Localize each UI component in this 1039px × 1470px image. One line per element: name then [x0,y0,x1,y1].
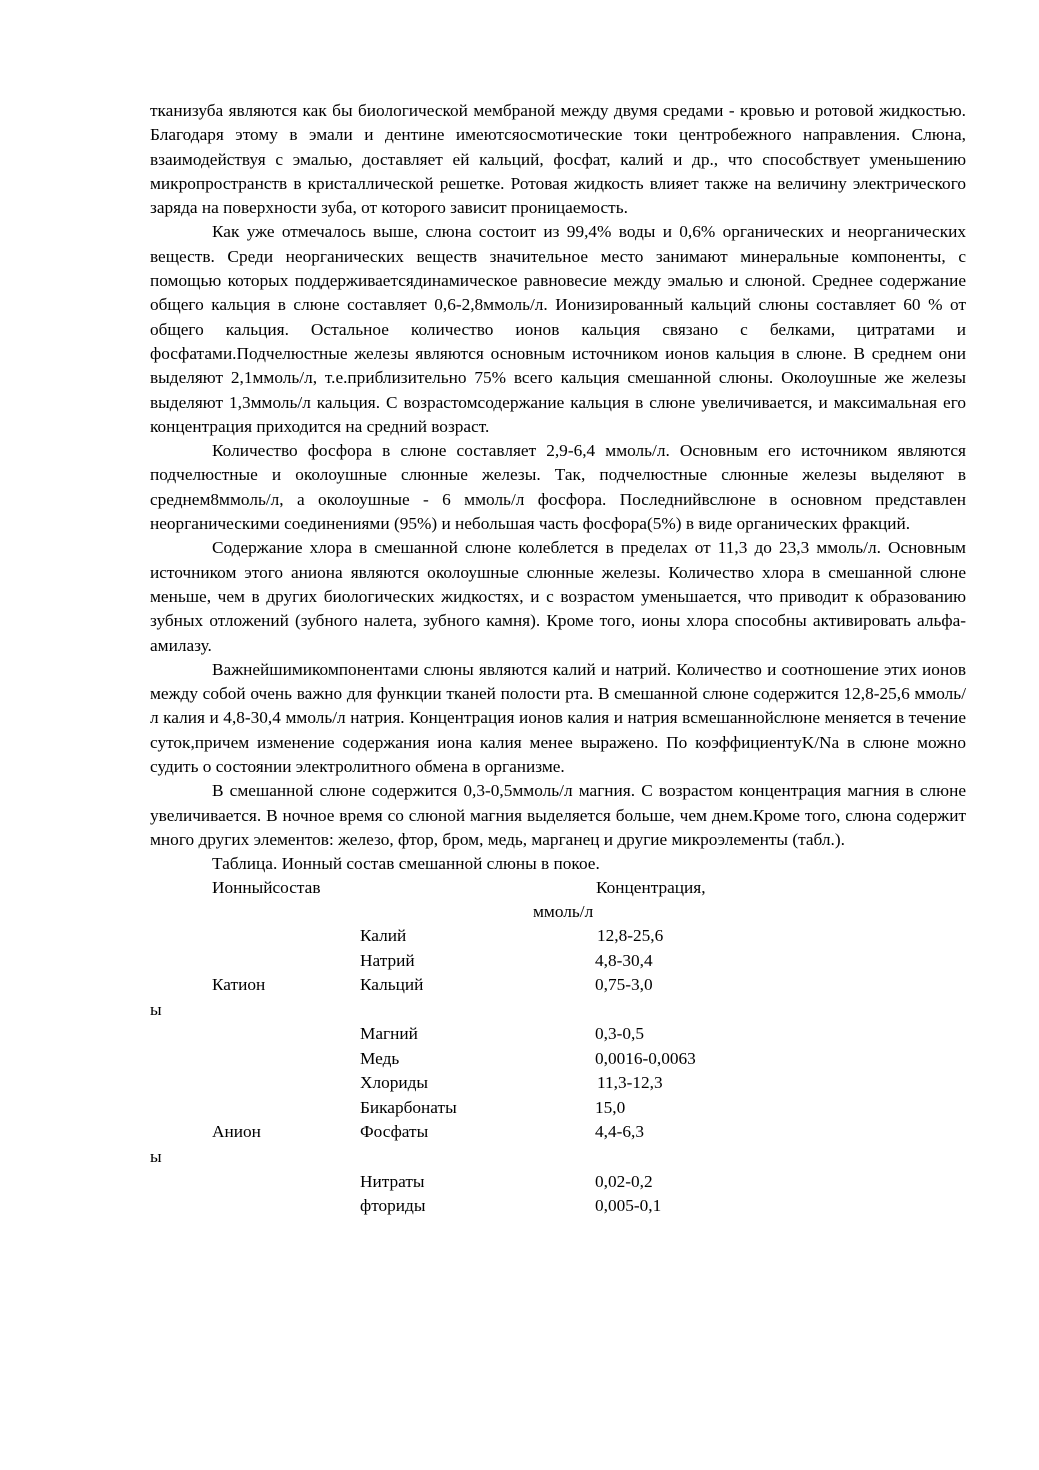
paragraph-6: В смешанной слюне содержится 0,3-0,5ммоль/л магния. С возрастом концентрация магния в слюне увеличивается. В ночное время со слюной магния выделяется больше, чем днем.Кроме того, слюна содержит много других элементов: железо, фтор, бром, медь, марганец и другие микроэлементы (табл.). [150,781,966,849]
table-row-value: 0,0016-0,0063 [595,1049,696,1069]
table-row-value: 0,3-0,5 [595,1024,644,1044]
table-group-cation-tail: ы [150,1000,162,1020]
table-group-anion: Анион [212,1122,261,1142]
table-row-value: 4,4-6,3 [595,1122,644,1142]
table-row-name: Магний [360,1024,418,1044]
paragraph-3: Количество фосфора в слюне составляет 2,9-6,4 ммоль/л. Основным его источником являются подчелюстные и околоушные слюнные железы. Так, подчелюстные слюнные железы выделяют в среднем8ммоль/л, а околоушные - 6 ммоль/л фосфора. Последнийвслюне в основном представлен неорганическими соединениями (95%) и небольшая часть фосфора(5%) в виде органических фракций. [150,441,966,534]
table-row-name: Бикарбонаты [360,1098,457,1118]
table-row-value: 12,8-25,6 [597,926,664,946]
table-row-value: 15,0 [595,1098,626,1118]
table-row-name: Медь [360,1049,400,1069]
table-caption: Таблица. Ионный состав смешанной слюны в покое. [212,854,600,874]
table-header-concentration: Концентрация, [596,878,706,898]
table-header-composition: Ионныйсостав [212,878,321,898]
table-row-value: 11,3-12,3 [597,1073,663,1093]
table-group-cation: Катион [212,975,266,995]
document-page [150,99,966,1232]
table-row-value: 4,8-30,4 [595,951,653,971]
paragraph-4: Содержание хлора в смешанной слюне колеблется в пределах от 11,3 до 23,3 ммоль/л. Основным источником этого аниона являются околоушные слюнные железы. Количество хлора в смешанной слюне меньше, чем в других биологических жидкостях, и с возрастом уменьшается, что приводит к образованию зубных отложений (зубного налета, зубного камня). Кроме того, ионы хлора способны активировать альфа-амилазу. [150,538,966,655]
paragraph-5: Важнейшимикомпонентами слюны являются калий и натрий. Количество и соотношение этих ионов между собой очень важно для функции тканей полости рта. В смешанной слюне содержится 12,8-25,6 ммоль/л калия и 4,8-30,4 ммоль/л натрия. Концентрация ионов калия и натрия всмешаннойслюне меняется в течение суток,причем изменение содержания иона калия менее выражено. По коэффициентуK/Na в слюне можно судить о состоянии электролитного обмена в организме. [150,659,966,777]
table-group-anion-tail: ы [150,1147,162,1167]
table-row-value: 0,75-3,0 [595,975,653,995]
table-row-name: Калий [360,926,407,946]
ion-table [150,852,966,1232]
table-row-name: Фосфаты [360,1122,429,1142]
table-row-name: Кальций [360,975,424,995]
table-header-unit: ммоль/л [533,902,594,922]
table-row-value: 0,005-0,1 [595,1196,662,1216]
table-row-name: Натрий [360,951,415,971]
paragraph-1: тканизуба являются как бы биологической мембраной между двумя средами - кровью и ротовой жидкостью. Благодаря этому в эмали и дентине имеютсяосмотические токи центробежного направления. Слюна, взаимодействуя с эмалью, доставляет ей кальций, фосфат, калий и др., что способствует уменьшению микропространств в кристаллической решетке. Ротовая жидкость влияет также на величину электрического заряда на поверхности зуба, от которого зависит проницаемость. [150,101,966,218]
table-row-name: фториды [360,1196,426,1216]
table-row-name: Хлориды [360,1073,429,1093]
paragraph-2: Как уже отмечалось выше, слюна состоит из 99,4% воды и 0,6% органических и неорганических веществ. Среди неорганических веществ значительное место занимают минеральные компоненты, с помощью которых поддерживаетсядинамическое равновесие между эмалью и слюной. Среднее содержание общего кальция в слюне составляет 0,6-2,8ммоль/л. Ионизированный кальций слюны составляет 60 % от общего кальция. Остальное количество ионов кальция связано с белками, цитратами и фосфатами.Подчелюстные железы являются основным источником ионов кальция в слюне. В среднем они выделяют 2,1ммоль/л, т.е.приблизительно 75% всего кальция смешанной слюны. Околоушные же железы выделяют 1,3ммоль/л кальция. С возрастомсодержание кальция в слюне увеличивается, и максимальная его концентрация приходится на средний возраст. [150,222,966,436]
table-row-value: 0,02-0,2 [595,1172,653,1192]
table-row-name: Нитраты [360,1172,425,1192]
